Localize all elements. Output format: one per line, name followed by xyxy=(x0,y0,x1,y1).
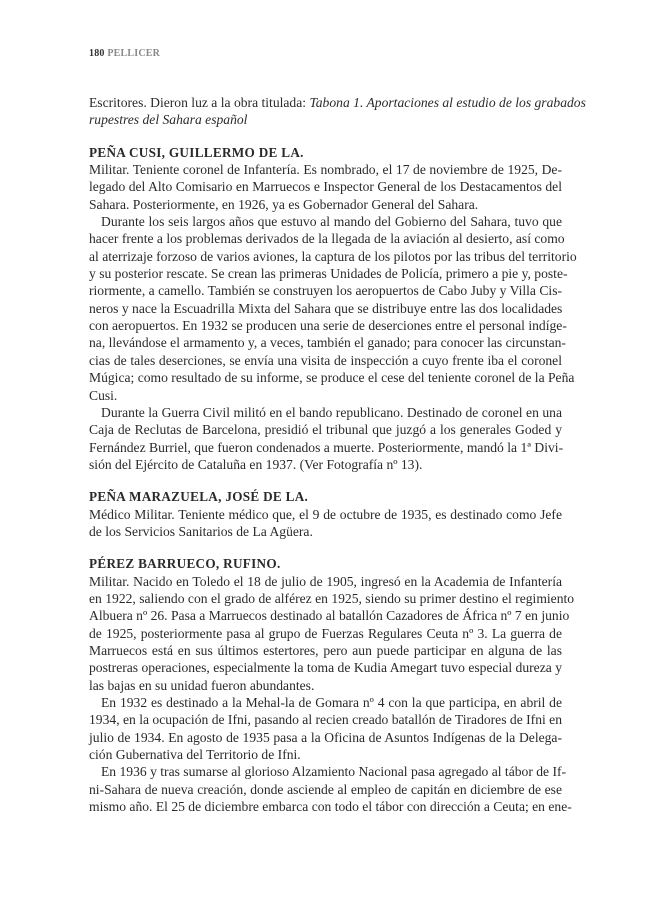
text-line: neros y nace la Escuadrilla Mixta del Sahara que se distribuye entre las dos localidades xyxy=(89,300,563,316)
running-head xyxy=(89,48,160,59)
text-line: Médico Militar. Teniente médico que, el 9 de octubre de 1935, es destinado como Jefe xyxy=(89,506,562,522)
text-line: de los Servicios Sanitarios de La Agüera. xyxy=(89,523,313,539)
intro-paragraph xyxy=(89,94,586,129)
text-line: mismo año. El 25 de diciembre embarca con todo el tábor con dirección a Ceuta; en ene- xyxy=(89,799,572,815)
entry xyxy=(89,555,575,815)
text-span: Escritores. Dieron luz a la obra titulada: xyxy=(89,95,310,110)
text-line: na, llevándose el armamento y, a veces, también el ganado; para conocer las circunstan- xyxy=(89,335,566,351)
text-line: En 1936 y tras sumarse al glorioso Alzamiento Nacional pasa agregado al tábor de If- xyxy=(101,764,567,780)
text-line: cias de tales deserciones, se envía una visita de inspección a cuyo frente iba el coronel xyxy=(89,352,562,368)
entry-heading: PÉREZ BARRUECO, RUFINO. xyxy=(89,556,281,572)
text-line: Sahara. Posteriormente, en 1926, ya es Gobernador General del Sahara. xyxy=(89,196,479,212)
paragraph xyxy=(89,573,575,694)
text-line: con aeropuertos. En 1932 se producen una serie de deserciones entre el personal indíge- xyxy=(89,318,567,334)
text-line: hacer frente a los problemas derivados de la llegada de la aviación al desierto, así como xyxy=(89,231,565,247)
text-line: las bajas en su unidad fueron abundantes. xyxy=(89,677,315,693)
text-line xyxy=(89,111,562,128)
text-line: Cusi. xyxy=(89,387,118,403)
entry xyxy=(89,144,577,474)
text-line xyxy=(89,94,586,111)
text-line: postreras operaciones, especialmente la toma de Kudia Amegart tuvo especial dureza y xyxy=(89,660,562,676)
text-line: ni-Sahara de nueva creación, donde asciende al empleo de capitán en diciembre de ese xyxy=(89,781,562,797)
entry xyxy=(89,488,562,540)
page-number: 180 xyxy=(89,48,105,59)
text-line: ción Gubernativa del Territorio de Ifni. xyxy=(89,747,301,763)
text-line: Caja de Reclutas de Barcelona, presidió el tribunal que juzgó a los generales Goded y xyxy=(89,422,562,438)
text-line: Militar. Nacido en Toledo el 18 de julio de 1905, ingresó en la Academia de Infantería xyxy=(89,573,562,589)
text-line: en 1922, saliendo con el grado de alférez en 1925, siendo su primer destino el regimiento xyxy=(89,590,575,606)
paragraph xyxy=(89,161,562,213)
book-title: Tabona 1. Aportaciones al estudio de los grabados xyxy=(309,95,586,110)
paragraph xyxy=(89,213,577,404)
running-head-title: PELLICER xyxy=(107,48,161,59)
text-line: Durante la Guerra Civil militó en el bando republicano. Destinado de coronel en una xyxy=(101,404,562,420)
paragraph xyxy=(89,763,572,815)
text-line: legado del Alto Comisario en Marruecos e Inspector General de los Destacamentos del xyxy=(89,179,562,195)
text-line: julio de 1934. En agosto de 1935 pasa a la Oficina de Asuntos Indígenas de la Delega- xyxy=(89,729,562,745)
text-line: Fernández Burriel, que fueron condenados a muerte. Posteriormente, mandó la 1ª Divi- xyxy=(89,439,564,455)
paragraph xyxy=(89,694,562,763)
paragraph xyxy=(89,506,562,541)
text-line: Albuera nº 26. Pasa a Marruecos destinado al batallón Cazadores de África nº 7 en junio xyxy=(89,608,570,624)
text-line: al aterrizaje forzoso de varios aviones, la captura de los pilotos por las tribus del territorio xyxy=(89,248,577,264)
text-line: En 1932 es destinado a la Mehal-la de Gomara nº 4 con la que participa, en abril de xyxy=(101,695,562,710)
book-title: rupestres del Sahara español xyxy=(89,112,248,128)
text-line: de 1925, posteriormente pasa al grupo de Fuerzas Regulares Ceuta nº 3. La guerra de xyxy=(89,625,562,641)
text-line: Múgica; como resultado de su informe, se produce el cese del teniente coronel de la Peña xyxy=(89,370,575,386)
text-line: Durante los seis largos años que estuvo al mando del Gobierno del Sahara, tuvo que xyxy=(101,214,562,230)
text-line: Militar. Teniente coronel de Infantería. Es nombrado, el 17 de noviembre de 1925, De- xyxy=(89,162,562,178)
text-line: y su posterior rescate. Se crean las primeras Unidades de Policía, primero a pie y, poste- xyxy=(89,266,568,282)
entries xyxy=(89,144,577,816)
paragraph xyxy=(89,404,562,473)
text-line: Marruecos está en sus últimos estertores, pero aun puede participar en alguna de las xyxy=(89,642,562,658)
text-line: sión del Ejército de Cataluña en 1937. (Ver Fotografía nº 13). xyxy=(89,456,423,472)
text-line: riormente, a camello. También se construyen los aeropuertos de Cabo Juby y Villa Cis- xyxy=(89,283,563,299)
page-body xyxy=(89,94,586,815)
text-line: 1934, en la ocupación de Ifni, pasando al recien creado batallón de Tiradores de Ifni en xyxy=(89,712,562,728)
entry-heading: PEÑA CUSI, GUILLERMO DE LA. xyxy=(89,144,304,160)
entry-heading: PEÑA MARAZUELA, JOSÉ DE LA. xyxy=(89,489,309,505)
